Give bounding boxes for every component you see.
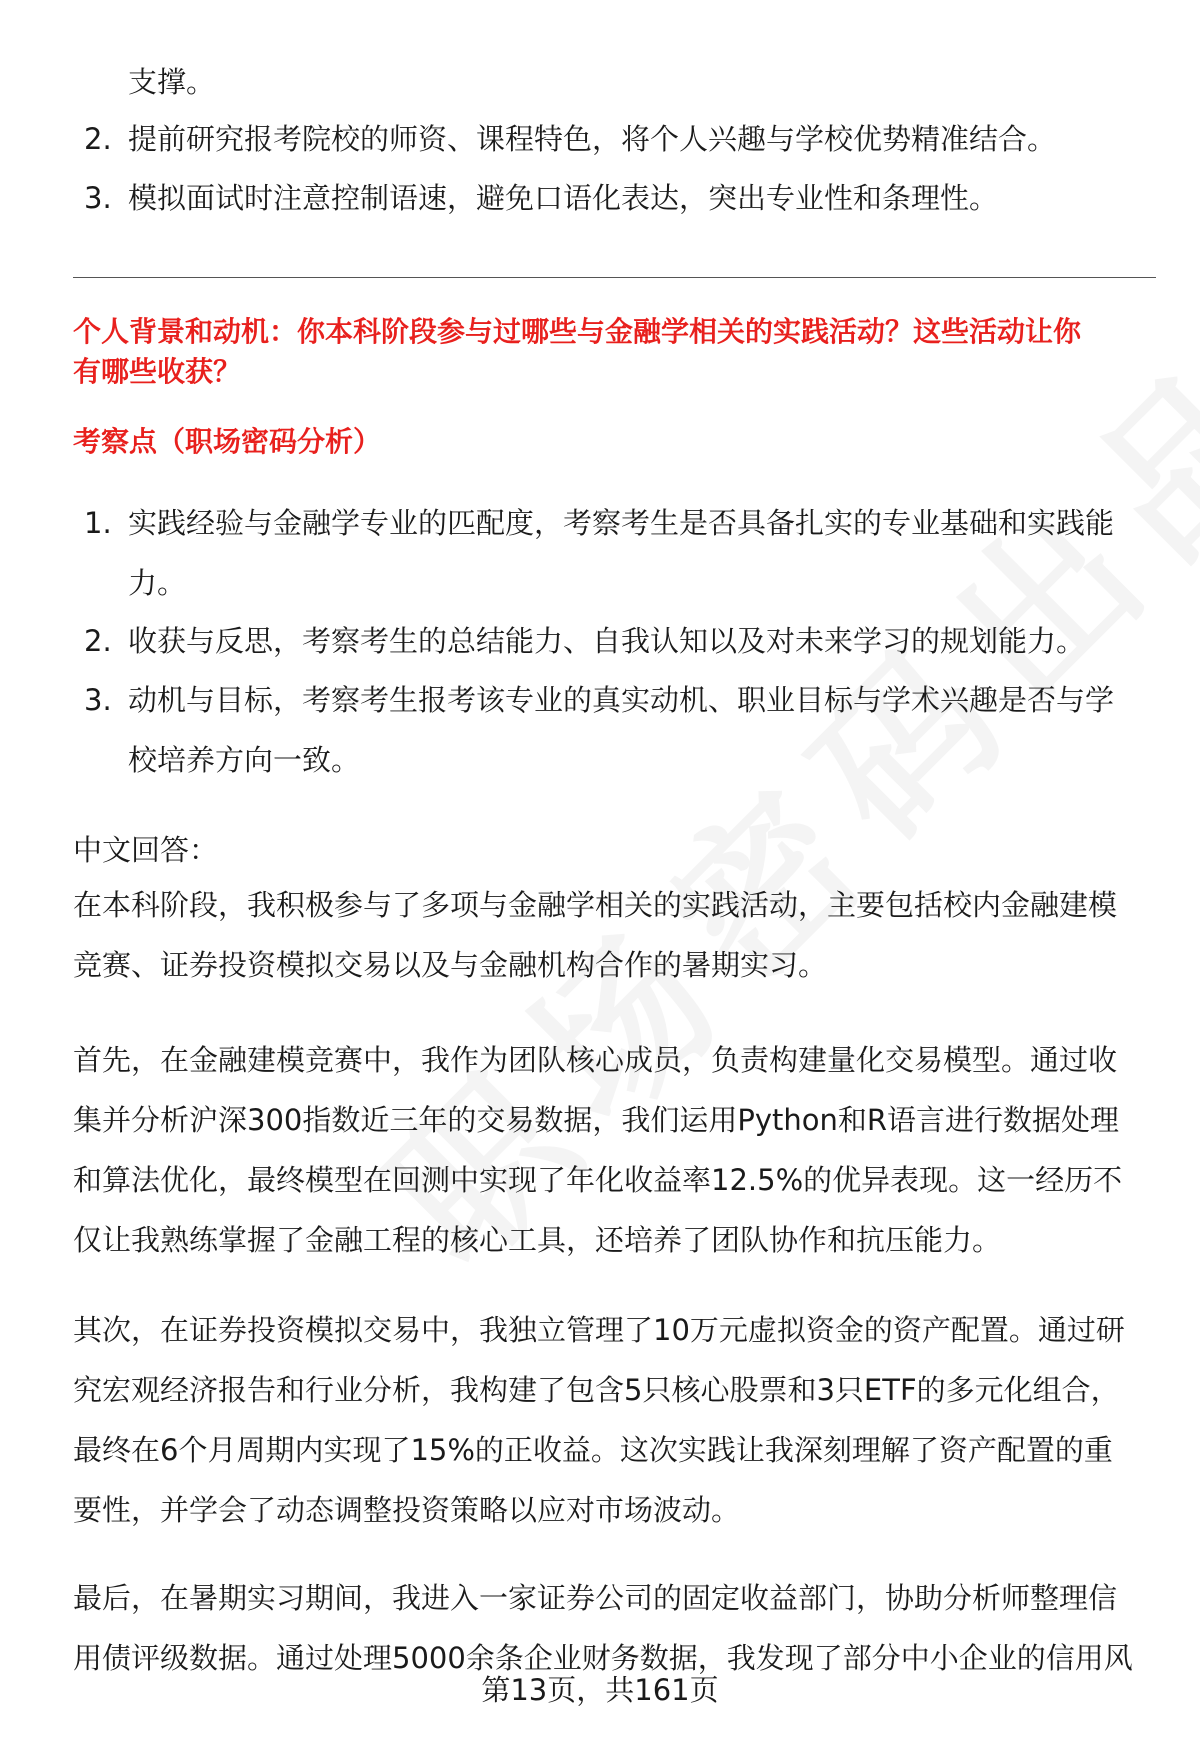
list-text: 收获与反思，考察考生的总结能力、自我认知以及对未来学习的规划能力。 (128, 624, 1086, 658)
answer-paragraph (73, 875, 1163, 995)
list-text: 支撑。 (128, 65, 216, 99)
page-number: 第13页，共161页 (481, 1673, 719, 1707)
question-line: 个人背景和动机：你本科阶段参与过哪些与金融学相关的实践活动？这些活动让你 (73, 315, 1082, 348)
focus-heading: 考察点（职场密码分析） (73, 425, 382, 458)
paragraph-line: 最后，在暑期实习期间，我进入一家证券公司的固定收益部门，协助分析师整理信 (73, 1581, 1118, 1615)
answer-paragraph (73, 1300, 1163, 1540)
list-text: 实践经验与金融学专业的匹配度，考察考生是否具备扎实的专业基础和实践能 (128, 506, 1115, 540)
paragraph-line: 最终在6个月周期内实现了15%的正收益。这次实践让我深刻理解了资产配置的重 (73, 1433, 1113, 1467)
list-text: 校培养方向一致。 (128, 743, 361, 777)
paragraph-line: 竞赛、证券投资模拟交易以及与金融机构合作的暑期实习。 (73, 948, 828, 982)
question-heading (73, 312, 1173, 392)
paragraph-line: 和算法优化，最终模型在回测中实现了年化收益率12.5%的优异表现。这一经历不 (73, 1163, 1123, 1197)
paragraph-line: 在本科阶段，我积极参与了多项与金融学相关的实践活动，主要包括校内金融建模 (73, 888, 1118, 922)
list-number: 2. (84, 122, 112, 156)
list-number: 3. (84, 683, 112, 717)
list-text: 动机与目标，考察考生报考该专业的真实动机、职业目标与学术兴趣是否与学 (128, 683, 1115, 717)
paragraph-line: 其次，在证券投资模拟交易中，我独立管理了10万元虚拟资金的资产配置。通过研 (73, 1313, 1125, 1347)
list-number: 2. (84, 624, 112, 658)
list-number: 1. (84, 506, 112, 540)
paragraph-line: 仅让我熟练掌握了金融工程的核心工具，还培养了团队协作和抗压能力。 (73, 1223, 1002, 1257)
list-number: 3. (84, 181, 112, 215)
paragraph-line: 用债评级数据。通过处理5000余条企业财务数据，我发现了部分中小企业的信用风 (73, 1641, 1133, 1675)
paragraph-line: 集并分析沪深300指数近三年的交易数据，我们运用Python和R语言进行数据处理 (73, 1103, 1120, 1137)
paragraph-line: 首先，在金融建模竞赛中，我作为团队核心成员，负责构建量化交易模型。通过收 (73, 1043, 1118, 1077)
list-text: 模拟面试时注意控制语速，避免口语化表达，突出专业性和条理性。 (128, 181, 999, 215)
section-divider (73, 277, 1156, 278)
answer-label: 中文回答： (73, 833, 219, 867)
list-text: 提前研究报考院校的师资、课程特色，将个人兴趣与学校优势精准结合。 (128, 122, 1057, 156)
paragraph-line: 要性，并学会了动态调整投资策略以应对市场波动。 (73, 1493, 741, 1527)
question-line: 有哪些收获？ (73, 355, 242, 388)
list-text: 力。 (128, 566, 187, 600)
answer-paragraph (73, 1030, 1163, 1270)
paragraph-line: 究宏观经济报告和行业分析，我构建了包含5只核心股票和3只ETF的多元化组合， (73, 1373, 1120, 1407)
